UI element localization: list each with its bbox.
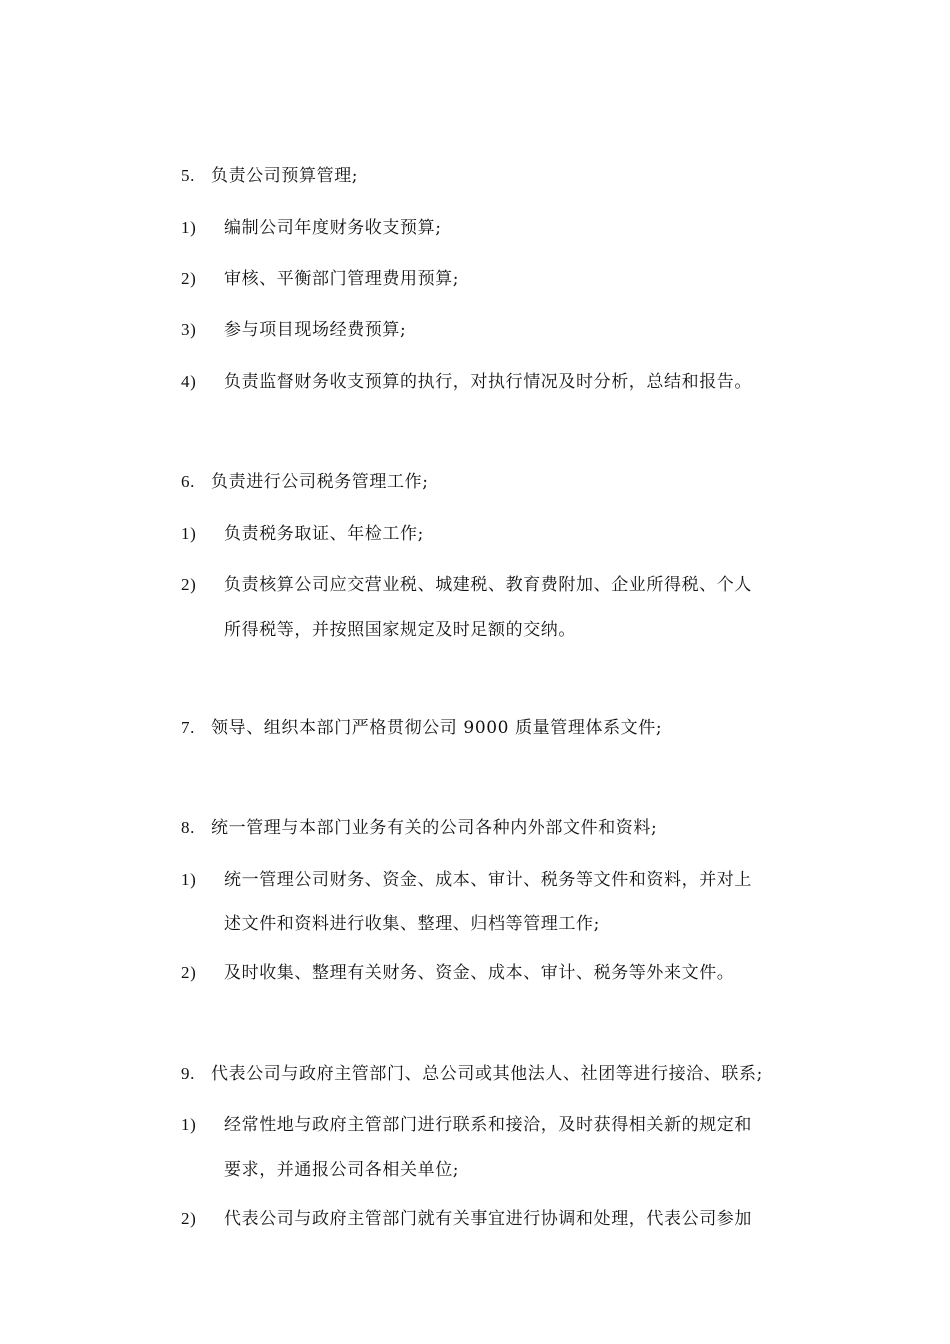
section-heading	[181, 471, 429, 493]
item-continuation: 所得税等，并按照国家规定及时足额的交纳。	[224, 620, 576, 640]
item-number: 1)	[181, 524, 197, 543]
item-number: 2)	[181, 575, 197, 594]
list-item	[181, 962, 734, 984]
section-heading	[181, 165, 358, 187]
item-number: 2)	[181, 1209, 197, 1228]
item-text: 经常性地与政府主管部门进行联系和接洽，及时获得相关新的规定和	[224, 1115, 752, 1135]
list-item	[181, 1208, 752, 1230]
section-number: 8.	[181, 818, 195, 837]
item-number: 1)	[181, 1115, 197, 1134]
item-number: 2)	[181, 963, 197, 982]
section-heading	[181, 717, 662, 739]
item-text: 代表公司与政府主管部门就有关事宜进行协调和处理，代表公司参加	[224, 1209, 752, 1229]
item-text: 负责核算公司应交营业税、城建税、教育费附加、企业所得税、个人	[224, 575, 752, 595]
item-text: 统一管理公司财务、资金、成本、审计、税务等文件和资料，并对上	[224, 870, 752, 890]
section-heading-text: 负责公司预算管理;	[211, 166, 359, 186]
section-number: 9.	[181, 1064, 195, 1083]
item-number: 1)	[181, 870, 197, 889]
item-continuation: 述文件和资料进行收集、整理、归档等管理工作;	[224, 914, 600, 934]
item-text: 编制公司年度财务收支预算;	[224, 218, 442, 238]
section-heading	[181, 817, 657, 839]
item-continuation: 要求，并通报公司各相关单位;	[224, 1160, 460, 1180]
item-number: 4)	[181, 372, 197, 391]
list-item	[181, 268, 459, 290]
list-item	[181, 217, 442, 239]
list-item	[181, 319, 406, 341]
list-item	[181, 869, 752, 891]
section-heading	[181, 1063, 763, 1085]
section-number: 6.	[181, 472, 195, 491]
item-number: 1)	[181, 218, 197, 237]
section-heading-text: 领导、组织本部门严格贯彻公司 9000 质量管理体系文件;	[211, 718, 663, 738]
item-text: 及时收集、整理有关财务、资金、成本、审计、税务等外来文件。	[224, 963, 735, 983]
item-text: 参与项目现场经费预算;	[224, 320, 407, 340]
item-number: 3)	[181, 320, 197, 339]
item-text: 审核、平衡部门管理费用预算;	[224, 269, 460, 289]
list-item	[181, 371, 752, 393]
section-number: 5.	[181, 166, 195, 185]
item-text: 负责监督财务收支预算的执行，对执行情况及时分析，总结和报告。	[224, 372, 752, 392]
list-item	[181, 1114, 752, 1136]
section-heading-text: 统一管理与本部门业务有关的公司各种内外部文件和资料;	[211, 818, 658, 838]
item-text: 负责税务取证、年检工作;	[224, 524, 424, 544]
list-item	[181, 523, 424, 545]
section-heading-text: 代表公司与政府主管部门、总公司或其他法人、社团等进行接洽、联系;	[211, 1064, 763, 1084]
section-heading-text: 负责进行公司税务管理工作;	[211, 472, 429, 492]
list-item	[181, 574, 752, 596]
section-number: 7.	[181, 718, 195, 737]
item-number: 2)	[181, 269, 197, 288]
